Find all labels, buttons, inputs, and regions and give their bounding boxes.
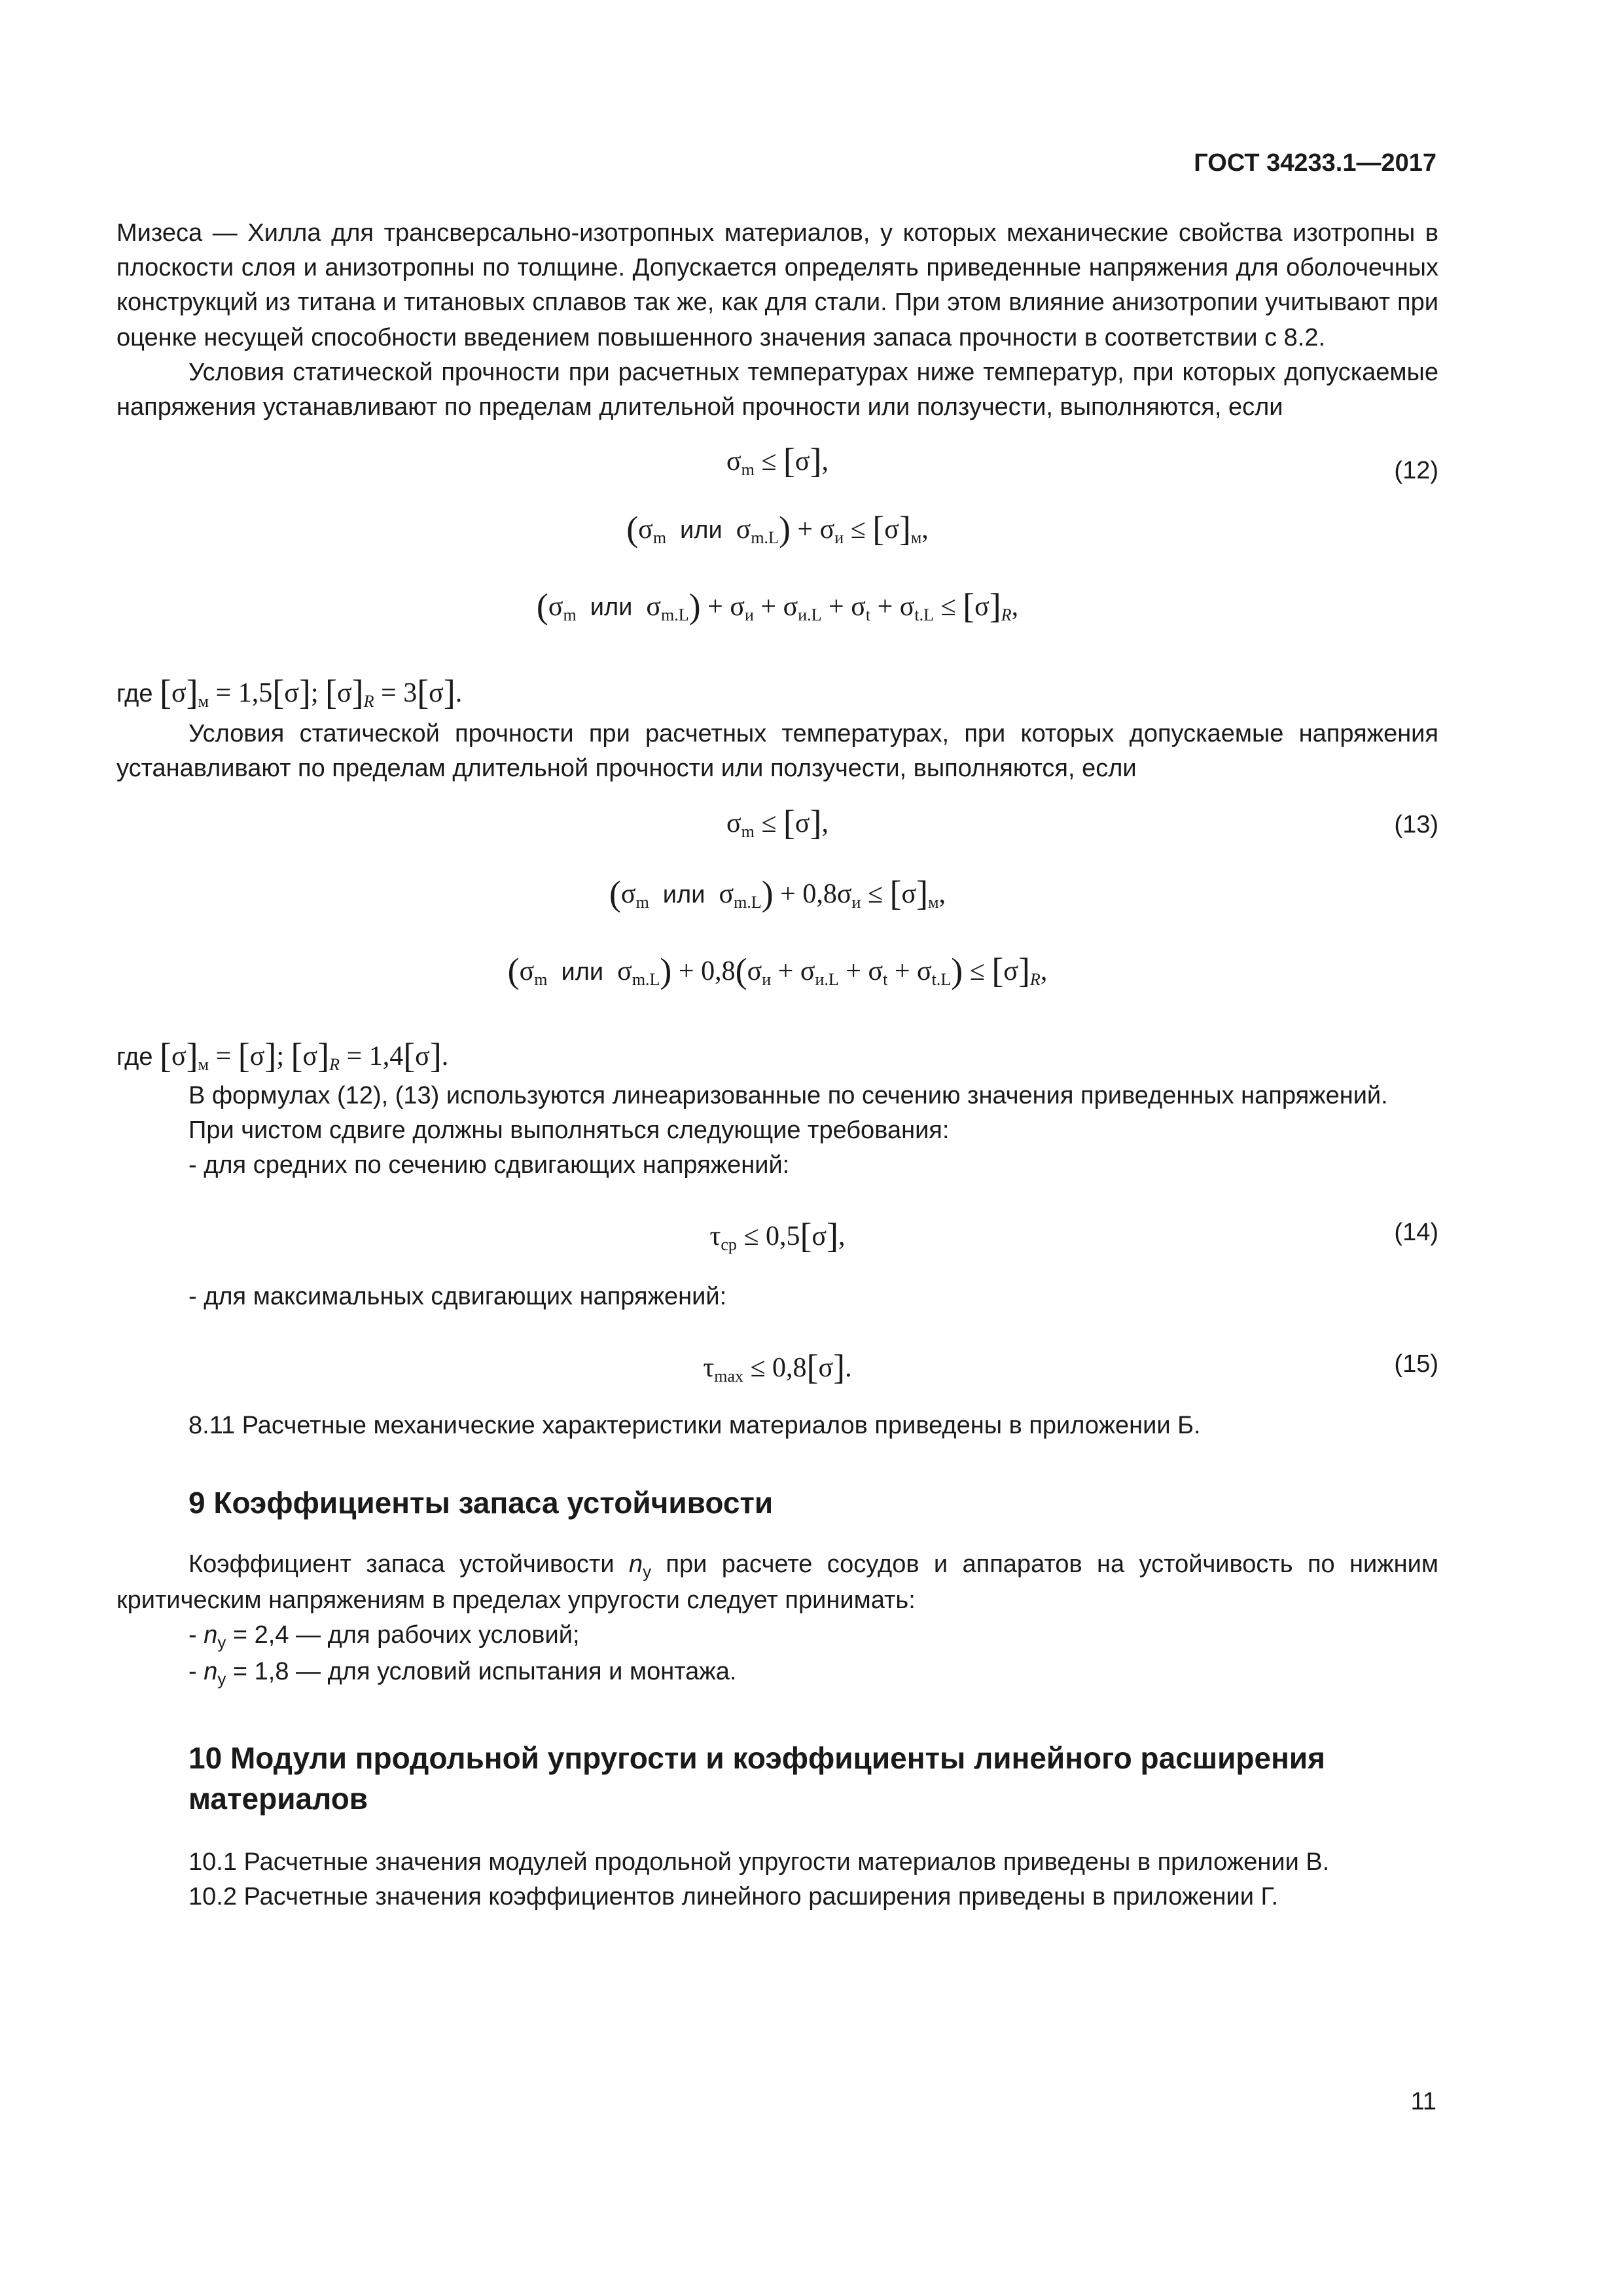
equation: $\sigma_m \le [\sigma]$, <box>726 441 829 481</box>
list-item: - для средних по сечению сдвигающих напряжений: <box>188 1151 790 1179</box>
equation-number: (15) <box>1394 1350 1438 1378</box>
equation-number: (12) <box>1394 457 1438 485</box>
paragraph: В формулах (12), (13) используются линеаризованные по сечению значения приведенных напряжений. <box>188 1081 1388 1109</box>
equation-where-12: где $[\sigma]_м = 1,5[\sigma]$; $[\sigma]_R = 3[\sigma]$. <box>116 673 463 713</box>
equation: ($\sigma_m$ или $\sigma_{m.L}) + \sigma_и \le [\sigma]_м$, (12) <box>116 490 1438 582</box>
section-heading: 9 Коэффициенты запаса устойчивости <box>188 1486 774 1520</box>
equation-number: (14) <box>1394 1219 1438 1247</box>
equation-number: (13) <box>1394 810 1438 838</box>
equation: ($\sigma_m$ или $\sigma_{m.L}) + 0,8(\sigma_и + \sigma_{и.L} + \sigma_t + \sigma_{t.L}) \le [\sigma]_R$, <box>507 950 1048 990</box>
list-item: - для максимальных сдвигающих напряжений: <box>188 1283 727 1311</box>
paragraph: При чистом сдвиге должны выполняться следующие требования: <box>188 1116 950 1144</box>
equation-group-12 <box>116 437 1438 647</box>
paragraph: 10.1 Расчетные значения модулей продольной упругости материалов приведены в приложении В. <box>188 1848 1330 1876</box>
list-item: - $n_у = 1,8$ — для условий испытания и монтажа. <box>188 1657 737 1689</box>
equation: ($\sigma_m$ или $\sigma_{m.L}) + \sigma_и + \sigma_{и.L} + \sigma_t + \sigma_{t.L} \le [\sigma]_R$, <box>536 586 1019 626</box>
paragraph: Мизеса — Хилла для трансверсально-изотропных материалов, у которых механические свойства изотропны в плоскости слоя и анизотропны по толщине. Допускается определять приведенные напряжения для оболочечных конструкций из титана и титановых сплавов так же, как для стали. При этом влияние анизотропии учитывают при оценке несущей способности введением повышенного значения запаса прочности в соответствии с 8.2. <box>116 219 1438 351</box>
equation: $\sigma_m \le [\sigma]$, <box>726 802 829 842</box>
paragraph: 10.2 Расчетные значения коэффициентов линейного расширения приведены в приложении Г. <box>188 1883 1279 1911</box>
equation-15 <box>116 1343 1438 1408</box>
section-heading: 10 Модули продольной упругости и коэффициенты линейного расширения материалов <box>188 1740 1325 1816</box>
equation: ($\sigma_m$ или $\sigma_{m.L}) + 0,8\sigma_и \le [\sigma]_м$, (13) <box>116 857 1438 946</box>
document-body <box>116 216 1438 1914</box>
equation-14 <box>116 1211 1438 1277</box>
equation: $\tau_{max} \le 0,8[\sigma]$. <box>703 1348 852 1388</box>
document-id: ГОСТ 34233.1—2017 <box>1194 149 1436 177</box>
equation-group-13 <box>116 798 1438 1012</box>
equation-where-13: где $[\sigma]_м = [\sigma]$; $[\sigma]_R = 1,4[\sigma]$. <box>116 1035 449 1075</box>
equation: $\tau_{ср} \le 0,5[\sigma]$, <box>709 1216 846 1256</box>
paragraph: 8.11 Расчетные механические характеристики материалов приведены в приложении Б. <box>188 1412 1201 1440</box>
paragraph: Условия статической прочности при расчетных температурах ниже температур, при которых допускаемые напряжения устанавливают по пределам длительной прочности или ползучести, выполняются, если <box>116 358 1438 421</box>
paragraph: Условия статической прочности при расчетных температурах, при которых допускаемые напряжения устанавливают по пределам длительной прочности или ползучести, выполняются, если <box>116 720 1438 783</box>
page-number: 11 <box>1410 2088 1436 2115</box>
paragraph: Коэффициент запаса устойчивости $n_у$ при расчете сосудов и аппаратов на устойчивость по нижним критическим напряжениям в пределах упругости следует принимать: <box>116 1550 1438 1614</box>
list-item: - $n_у = 2,4$ — для рабочих условий; <box>188 1621 580 1653</box>
